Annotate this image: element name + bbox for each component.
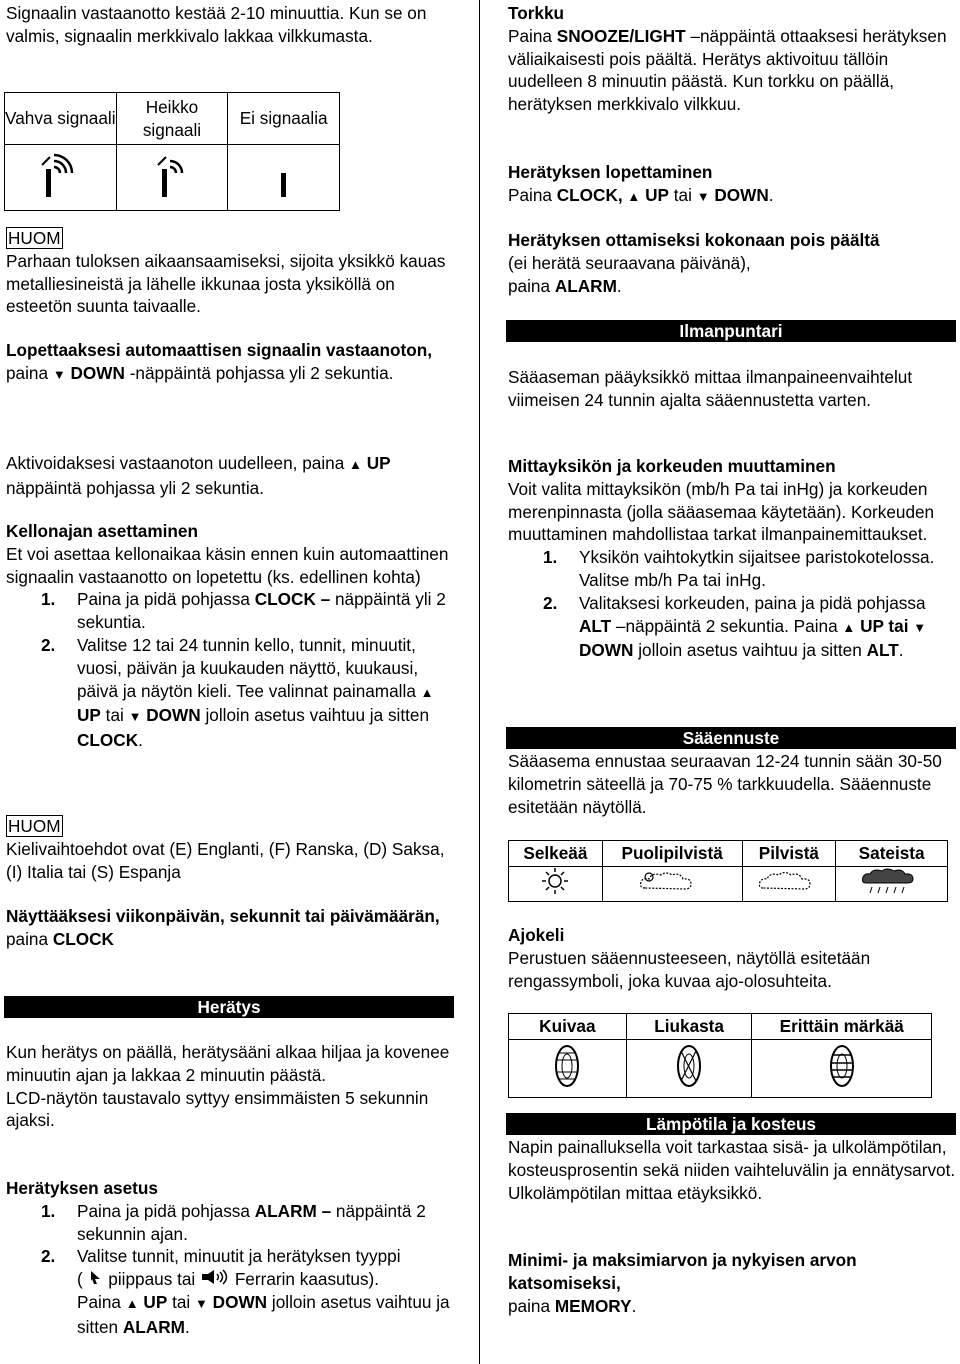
- stop-alarm-section: [508, 161, 958, 209]
- triangle-down-icon: ▼: [128, 709, 142, 725]
- road-dry-cell: [509, 1040, 627, 1098]
- beep-icon: [88, 1269, 104, 1285]
- sun-icon: [540, 867, 570, 895]
- forecast-table: [508, 840, 948, 902]
- signal-none-cell: [228, 145, 340, 211]
- forecast-header-rainy: Sateista: [836, 841, 948, 867]
- clock-text: Et voi asettaa kellonaikaa käsin ennen kuin automaattinen signaalin vastaanotto on lopetettu (ks. edellinen kohta): [6, 543, 449, 587]
- note-1-text: Parhaan tuloksen aikaansaamiseksi, sijoita yksikkö kauas metalliesineistä ja lähelle ikkunaa josta yksiköllä on esteetön suunta taivaalle.: [6, 250, 446, 317]
- stop-reception-section: [6, 339, 458, 387]
- alarm-section: [6, 1041, 458, 1132]
- signal-table: [4, 92, 340, 211]
- alarm-off-title: Herätyksen ottamiseksi kokonaan pois päältä: [508, 230, 880, 250]
- triangle-down-icon: ▼: [913, 619, 927, 635]
- road-wet-cell: [752, 1040, 932, 1098]
- intro-text: Signaalin vastaanotto kestää 2-10 minuuttia. Kun se on valmis, signaalin merkkivalo lakkaa vilkkumasta.: [6, 3, 427, 46]
- signal-header-weak: Heikko signaali: [116, 93, 228, 145]
- signal-header-none: Ei signaalia: [228, 93, 340, 145]
- partly-cloudy-icon: [637, 868, 707, 894]
- alarm-set-section: [6, 1177, 458, 1339]
- driving-section: [508, 924, 958, 992]
- ferrari-sound-icon: [200, 1269, 230, 1285]
- forecast-cloudy-cell: [742, 867, 836, 902]
- forecast-header-cloudy: Pilvistä: [742, 841, 836, 867]
- snooze-section: [508, 2, 958, 116]
- alarm-step-2: 2. Valitse tunnit, minuutit ja herätyksen tyyppi ( piippaus tai Ferrarin kaasutus). Paina ▲ UP tai ▼ DOWN jolloin asetus vaihtuu ja sitten ALARM.: [41, 1246, 450, 1337]
- column-divider: [479, 0, 480, 1364]
- driving-title: Ajokeli: [508, 925, 565, 945]
- signal-weak-cell: [116, 145, 228, 211]
- signal-header-strong: Vahva signaali: [5, 93, 117, 145]
- triangle-up-icon: ▲: [125, 1295, 139, 1311]
- reactivate-text: Aktivoidaksesi vastaanoton uudelleen, paina ▲ UP näppäintä pohjassa yli 2 sekuntia.: [6, 453, 391, 498]
- minmax-section: [508, 1249, 958, 1317]
- tire-slippery-icon: [674, 1043, 704, 1089]
- triangle-down-icon: ▼: [195, 1295, 208, 1311]
- road-table: [508, 1013, 932, 1098]
- clock-section: [6, 520, 458, 752]
- triangle-up-icon: ▲: [349, 457, 362, 472]
- weekday-instruction: paina CLOCK: [6, 928, 114, 949]
- alarm-off-instruction: paina ALARM.: [508, 275, 622, 296]
- triangle-up-icon: ▲: [842, 619, 856, 635]
- clock-step-2: 2. Valitse 12 tai 24 tunnin kello, tunnit, minuutit, vuosi, päivän ja kuukauden näyttö, kuukausi, päivä ja näytön kieli. Tee valinnat painamalla ▲ UP tai ▼ DOWN jolloin asetus vaihtuu ja sitten CLOCK.: [41, 634, 434, 751]
- alarm-step-1: 1. Paina ja pidä pohjassa ALARM – näppäintä 2 sekunnin ajan.: [41, 1200, 426, 1244]
- clock-step-1: 1. Paina ja pidä pohjassa CLOCK – näppäintä yli 2 sekuntia.: [41, 589, 446, 633]
- cloudy-icon: [757, 868, 821, 894]
- stop-reception-title: Lopettaaksesi automaattisen signaalin vastaanoton,: [6, 340, 432, 360]
- alarm-off-text: (ei herätä seuraavana päivänä),: [508, 252, 751, 273]
- driving-text: Perustuen sääennusteeseen, näytöllä esitetään rengassymboli, joka kuvaa ajo-olosuhteita.: [508, 947, 871, 991]
- forecast-header-sunny: Selkeää: [509, 841, 603, 867]
- clock-title: Kellonajan asettaminen: [6, 521, 198, 541]
- triangle-down-icon: ▼: [696, 188, 710, 204]
- note-2-label: HUOM: [8, 816, 61, 836]
- unit-step-2: 2. Valitaksesi korkeuden, paina ja pidä pohjassa ALT –näppäintä 2 sekuntia. Paina ▲ UP tai ▼ DOWN jolloin asetus vaihtuu ja sitten ALT.: [543, 592, 927, 661]
- road-header-dry: Kuivaa: [509, 1014, 627, 1040]
- alarm-off-section: [508, 229, 958, 297]
- stop-alarm-title: Herätyksen lopettaminen: [508, 162, 713, 182]
- weekday-section: [6, 905, 458, 951]
- forecast-rainy-cell: [836, 867, 948, 902]
- alarm-text-1: Kun herätys on päällä, herätysääni alkaa hiljaa ja kovenee minuutin ajan ja lakkaa 2 minuutin päästä.: [6, 1042, 450, 1085]
- road-header-slippery: Liukasta: [626, 1014, 752, 1040]
- pressure-text: Sääaseman pääyksikkö mittaa ilmanpaineenvaihtelut viimeisen 24 tunnin ajalta sääennustetta varten.: [508, 367, 913, 410]
- note-1-label: HUOM: [8, 228, 61, 248]
- signal-weak-icon: [152, 151, 192, 199]
- unit-section: [508, 455, 958, 662]
- road-slippery-cell: [626, 1040, 752, 1098]
- note-1: [6, 227, 458, 318]
- rain-icon: [860, 867, 924, 895]
- tire-wet-icon: [827, 1043, 857, 1089]
- forecast-text: Sääasema ennustaa seuraavan 12-24 tunnin sään 30-50 kilometrin säteellä ja 70-75 % tarkkuudella. Sääennuste esitetään näytöllä.: [508, 751, 942, 817]
- minmax-title: Minimi- ja maksimiarvon ja nykyisen arvon katsomiseksi,: [508, 1250, 857, 1293]
- unit-text: Voit valita mittayksikön (mb/h Pa tai inHg) ja korkeuden merenpinnasta (jolla sääasemaa käytetään). Korkeuden muuttaminen mahdollistaa tarkat ilmanpainemittaukset.: [508, 478, 935, 545]
- stop-alarm-text: Paina CLOCK, ▲ UP tai ▼ DOWN.: [508, 184, 774, 205]
- forecast-sunny-cell: [509, 867, 603, 902]
- note-2: [6, 815, 458, 883]
- weekday-title: Näyttääksesi viikonpäivän, sekunnit tai päivämäärän,: [6, 906, 440, 926]
- unit-title: Mittayksikön ja korkeuden muuttaminen: [508, 456, 836, 476]
- pressure-header: Ilmanpuntari: [506, 320, 956, 342]
- signal-strong-icon: [40, 151, 80, 199]
- unit-step-1: 1. Yksikön vaihtokytkin sijaitsee paristokotelossa. Valitse mb/h Pa tai inHg.: [543, 547, 935, 590]
- alarm-header: Herätys: [4, 996, 454, 1018]
- minmax-instruction: paina MEMORY.: [508, 1295, 637, 1316]
- forecast-header-partly-cloudy: Puolipilvistä: [602, 841, 742, 867]
- alarm-set-title: Herätyksen asetus: [6, 1178, 158, 1198]
- alarm-text-2: LCD-näytön taustavalo syttyy ensimmäisten 5 sekunnin ajaksi.: [6, 1087, 429, 1131]
- triangle-down-icon: ▼: [52, 366, 66, 382]
- triangle-up-icon: ▲: [420, 684, 434, 700]
- temperature-text-1: Napin painalluksella voit tarkastaa sisä- ja ulkolämpötilan, kosteusprosentin sekä niiden vaihteluvälin ja ennätysarvot.: [508, 1137, 956, 1180]
- note-2-text: Kielivaihtoehdot ovat (E) Englanti, (F) Ranska, (D) Saksa, (I) Italia tai (S) Espanja: [6, 838, 445, 882]
- forecast-partly-cloudy-cell: [602, 867, 742, 902]
- snooze-title: Torkku: [508, 3, 565, 23]
- signal-strong-cell: [5, 145, 117, 211]
- signal-none-icon: [264, 151, 304, 199]
- temperature-section: [508, 1136, 958, 1204]
- snooze-text: Paina SNOOZE/LIGHT –näppäintä ottaaksesi herätyksen väliaikaisesti pois päältä. Herätys aktivoituu tällöin uudelleen 8 minuutin päästä. Kun torkku on päällä, herätyksen merkkivalo vilkkuu.: [508, 25, 947, 115]
- forecast-header: Sääennuste: [506, 727, 956, 749]
- temperature-header: Lämpötila ja kosteus: [506, 1113, 956, 1135]
- temperature-text-2: Ulkolämpötilan mittaa etäyksikkö.: [508, 1182, 763, 1203]
- road-header-wet: Erittäin märkää: [752, 1014, 932, 1040]
- stop-reception-instruction: paina ▼ DOWN -näppäintä pohjassa yli 2 sekuntia.: [6, 362, 394, 383]
- tire-dry-icon: [552, 1043, 582, 1089]
- triangle-up-icon: ▲: [627, 188, 641, 204]
